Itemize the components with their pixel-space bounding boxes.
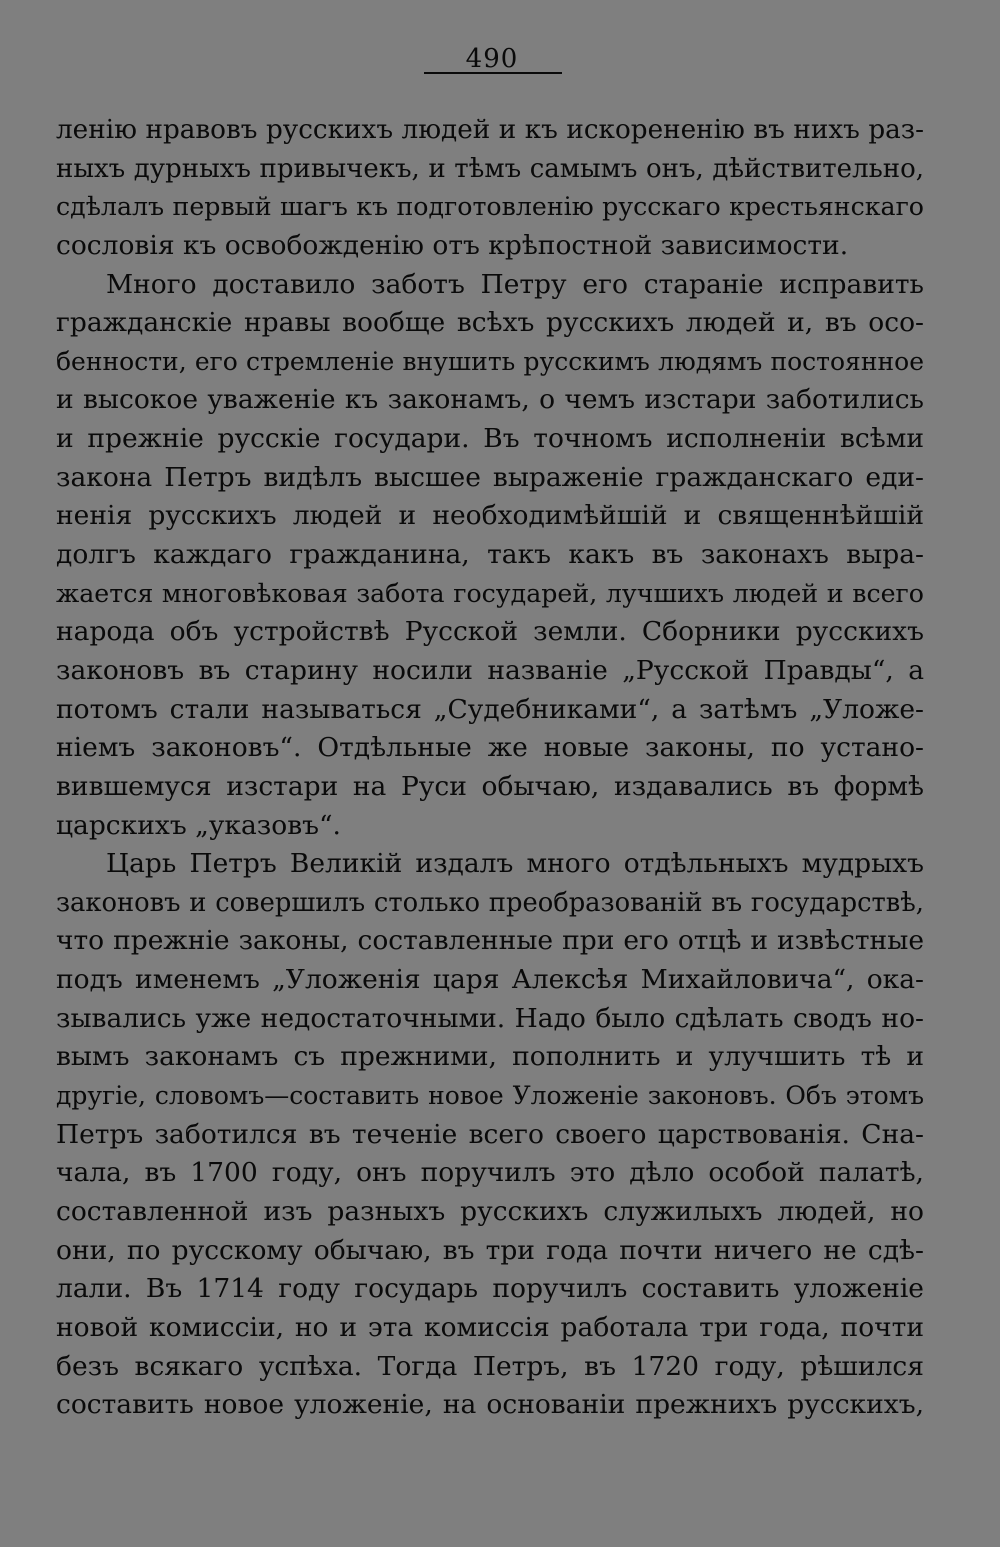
- paragraph-start-line: Много доставило заботъ Петру его стараніе исправить: [106, 268, 924, 300]
- text-line: вившемуся изстари на Руси обычаю, издавались въ формѣ: [56, 770, 924, 802]
- text-line: составить новое уложеніе, на основаніи прежнихъ русскихъ,: [56, 1389, 924, 1421]
- page-number-rule: [424, 72, 562, 74]
- text-line: они, по русскому обычаю, въ три года почти ничего не сдѣ-: [56, 1234, 924, 1266]
- text-line: ныхъ дурныхъ привычекъ, и тѣмъ самымъ онъ, дѣйствительно,: [56, 153, 924, 184]
- text-line: ленію нравовъ русскихъ людей и къ искорененію въ нихъ раз-: [56, 115, 924, 145]
- text-line: потомъ стали называться „Судебниками“, а затѣмъ „Уложе-: [56, 693, 924, 725]
- text-line: законовъ въ старину носили названіе „Русской Правды“, а: [56, 654, 924, 686]
- text-line: ненія русскихъ людей и необходимѣйшій и священнѣйшій: [56, 500, 924, 532]
- text-line: чала, въ 1700 году, онъ поручилъ это дѣло особой палатѣ,: [56, 1157, 924, 1189]
- text-line: новой комиссіи, но и эта комиссія работала три года, почти: [56, 1311, 924, 1343]
- text-line: составленной изъ разныхъ русскихъ служилыхъ людей, но: [56, 1195, 924, 1227]
- text-line: царскихъ „указовъ“.: [56, 809, 341, 841]
- body-text: [56, 111, 924, 1425]
- text-line: и прежніе русскіе государи. Въ точномъ исполненіи всѣми: [56, 423, 924, 455]
- text-line: жается многовѣковая забота государей, лучшихъ людей и всего: [56, 578, 924, 608]
- text-line: народа объ устройствѣ Русской земли. Сборники русскихъ: [56, 616, 924, 648]
- text-line: закона Петръ видѣлъ высшее выраженіе гражданскаго еди-: [56, 461, 924, 493]
- text-line: сословія къ освобожденію отъ крѣпостной зависимости.: [56, 229, 849, 261]
- text-line: зывались уже недостаточными. Надо было сдѣлать сводъ но-: [56, 1002, 924, 1034]
- text-line: другіе, словомъ—составить новое Уложеніе законовъ. Объ этомъ: [56, 1081, 924, 1111]
- text-line: долгъ каждаго гражданина, такъ какъ въ законахъ выра-: [56, 539, 924, 571]
- text-line: законовъ и совершилъ столько преобразованій въ государствѣ,: [56, 887, 924, 918]
- text-line: вымъ законамъ съ прежними, пополнить и улучшить тѣ и: [56, 1041, 924, 1073]
- text-line: лали. Въ 1714 году государь поручилъ составить уложеніе: [56, 1273, 924, 1305]
- text-line: Петръ заботился въ теченіе всего своего царствованія. Сна-: [56, 1118, 924, 1150]
- page-number: 490: [465, 44, 519, 74]
- paragraph-start-line: Царь Петръ Великій издалъ много отдѣльныхъ мудрыхъ: [106, 848, 924, 880]
- text-line: безъ всякаго успѣха. Тогда Петръ, въ 1720 году, рѣшился: [56, 1350, 924, 1382]
- text-line: бенности, его стремленіе внушить русскимъ людямъ постоянное: [56, 346, 924, 376]
- text-line: ніемъ законовъ“. Отдѣльные же новые законы, по устано-: [56, 732, 924, 764]
- text-line: что прежніе законы, составленные при его отцѣ и извѣстные: [56, 925, 924, 957]
- text-line: подъ именемъ „Уложенія царя Алексѣя Михайловича“, ока-: [56, 964, 924, 996]
- text-line: и высокое уваженіе къ законамъ, о чемъ изстари заботились: [56, 384, 924, 416]
- text-line: сдѣлалъ первый шагъ къ подготовленію русскаго крестьянскаго: [56, 192, 924, 222]
- text-line: гражданскіе нравы вообще всѣхъ русскихъ людей и, въ осо-: [56, 307, 924, 339]
